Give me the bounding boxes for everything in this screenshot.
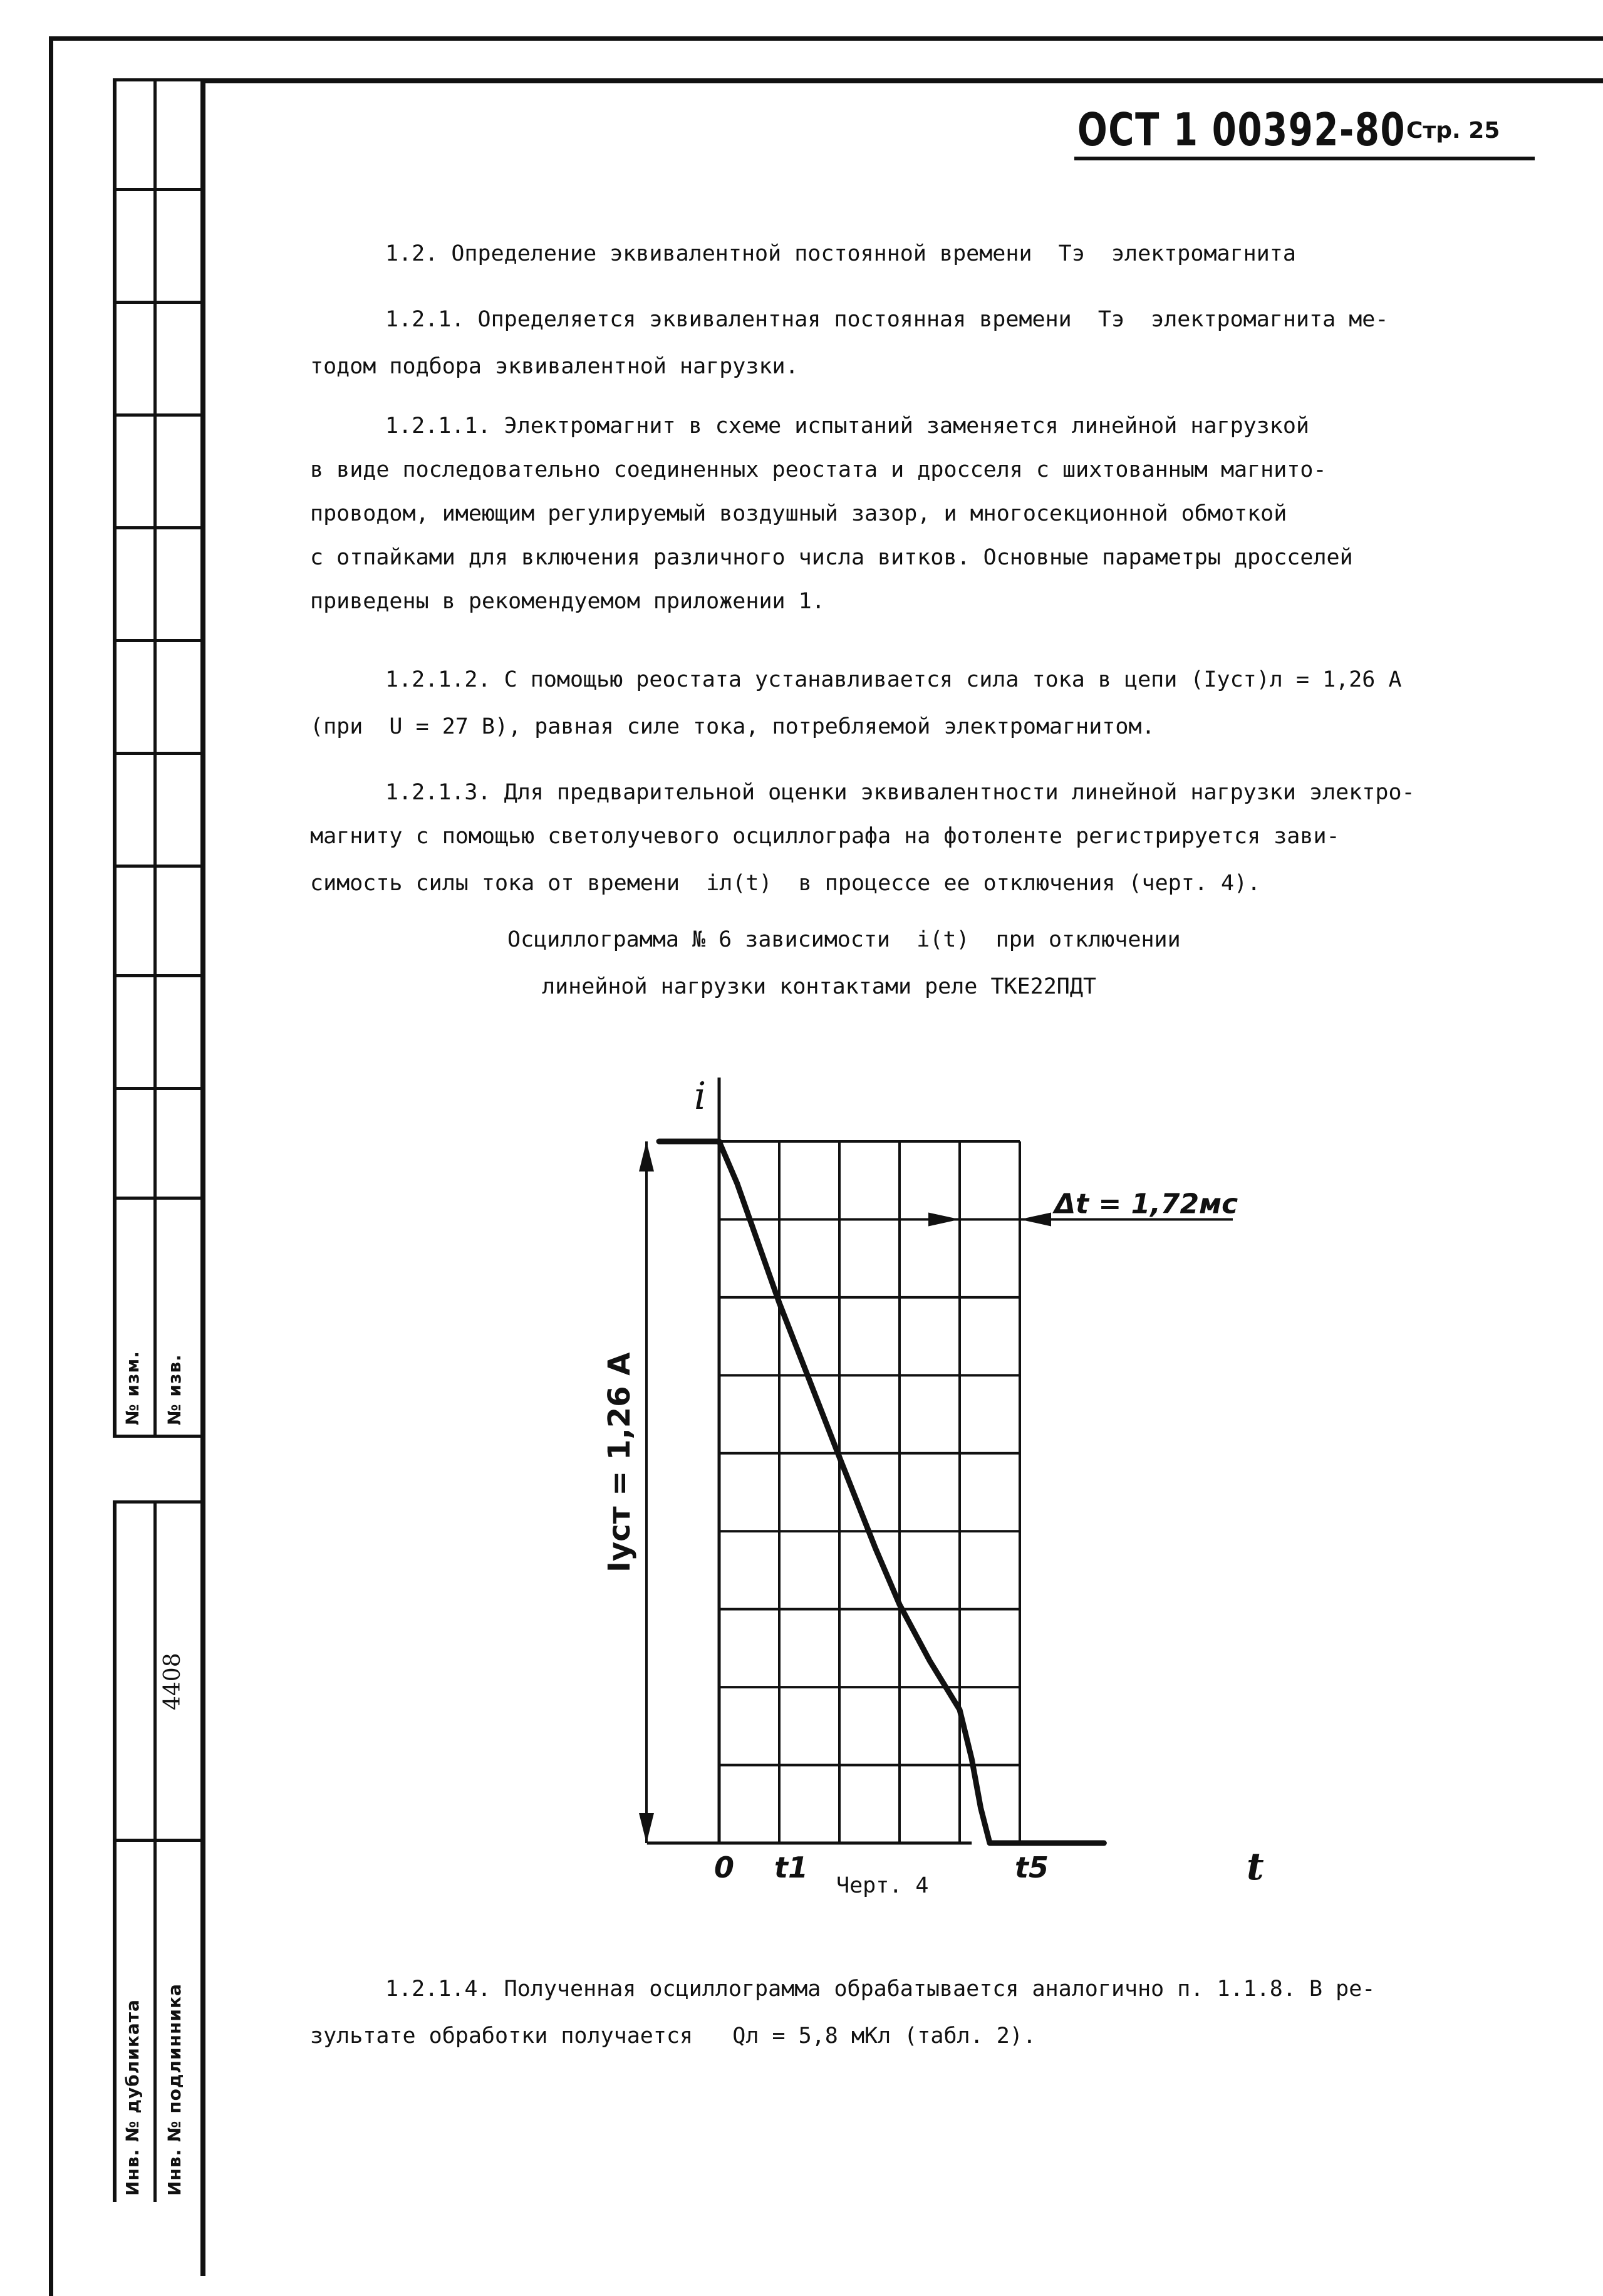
page-number: Стр. 25 <box>1406 118 1500 143</box>
stamp-number: 4408 <box>160 1653 185 1710</box>
section-1-2-1-4-line-1: 1.2.1.4. Полученная осциллограмма обрабатывается аналогично п. 1.1.8. В ре- <box>385 1977 1376 2002</box>
figure-caption-line-2: линейной нагрузки контактами реле ТКЕ22ПДТ <box>542 974 1097 999</box>
current-curve <box>659 1141 1104 1843</box>
step-arrow-right-icon <box>928 1212 960 1226</box>
stamp-notice-no: № изв. <box>164 1354 185 1425</box>
document-code: ОСТ 1 00392-80 <box>1077 103 1406 156</box>
section-1-2-1-2-line-1: 1.2.1.2. С помощью реостата устанавливается сила тока в цепи (Iуст)л = 1,26 А <box>385 667 1402 692</box>
section-1-2-heading: 1.2. Определение эквивалентной постоянной времени Tэ электромагнита <box>385 241 1296 266</box>
section-1-2-1-3-line-2: магниту с помощью светолучевого осциллографа на фотоленте регистрируется зави- <box>310 824 1340 849</box>
section-1-2-1-1-line-5: приведены в рекомендуемом приложении 1. <box>310 589 825 614</box>
section-1-2-1-1-line-4: с отпайками для включения различного числа витков. Основные параметры дросселей <box>310 545 1353 570</box>
amplitude-label: Iуст = 1,26 А <box>602 1352 637 1572</box>
figure-caption-line-1: Осциллограмма № 6 зависимости i(t) при отключении <box>507 927 1181 952</box>
section-1-2-1-4-line-2: зультате обработки получается Qл = 5,8 мКл (табл. 2). <box>310 2023 1036 2049</box>
chart-axes <box>647 1078 972 1843</box>
section-1-2-1-line-2: тодом подбора эквивалентной нагрузки. <box>310 354 799 379</box>
stamp-change-no: № изм. <box>122 1351 143 1425</box>
chart-grid <box>719 1141 1020 1843</box>
y-axis-label: i <box>694 1074 707 1118</box>
section-1-2-1-1-line-1: 1.2.1.1. Электромагнит в схеме испытаний заменяется линейной нагрузкой <box>385 413 1310 439</box>
section-1-2-1-1-line-2: в виде последовательно соединенных реостата и дросселя с шихтованным магнито- <box>310 457 1327 482</box>
grid-step-label: Δt = 1,72мс <box>1054 1188 1238 1220</box>
amplitude-arrow-down-icon <box>639 1813 654 1843</box>
figure-label: Черт. 4 <box>836 1873 929 1898</box>
chart-curve-layer <box>659 1141 1104 1843</box>
section-1-2-1-1-line-3: проводом, имеющим регулируемый воздушный зазор, и многосекционной обмоткой <box>310 501 1287 526</box>
section-1-2-1-3-line-3: симость силы тока от времени iл(t) в процессе ее отключения (черт. 4). <box>310 871 1261 896</box>
stamp-duplicate-inv: Инв. № дубликата <box>122 1999 143 2196</box>
x-axis-label: t <box>1247 1845 1264 1889</box>
step-arrow-left-icon <box>1020 1212 1051 1226</box>
x-tick-label: 0 <box>714 1851 735 1884</box>
section-1-2-1-3-line-1: 1.2.1.3. Для предварительной оценки эквивалентности линейной нагрузки электро- <box>385 780 1415 805</box>
section-1-2-1-2-line-2: (при U = 27 В), равная силе тока, потребляемой электромагнитом. <box>310 714 1155 739</box>
chart-labels <box>602 1074 1264 1889</box>
x-tick-label: t5 <box>1015 1851 1049 1884</box>
x-tick-label: t1 <box>774 1851 808 1884</box>
section-1-2-1-line-1: 1.2.1. Определяется эквивалентная постоянная времени Tэ электромагнита ме- <box>385 307 1389 332</box>
stamp-original-inv: Инв. № подлинника <box>164 1983 185 2196</box>
amplitude-arrow-up-icon <box>639 1141 654 1171</box>
